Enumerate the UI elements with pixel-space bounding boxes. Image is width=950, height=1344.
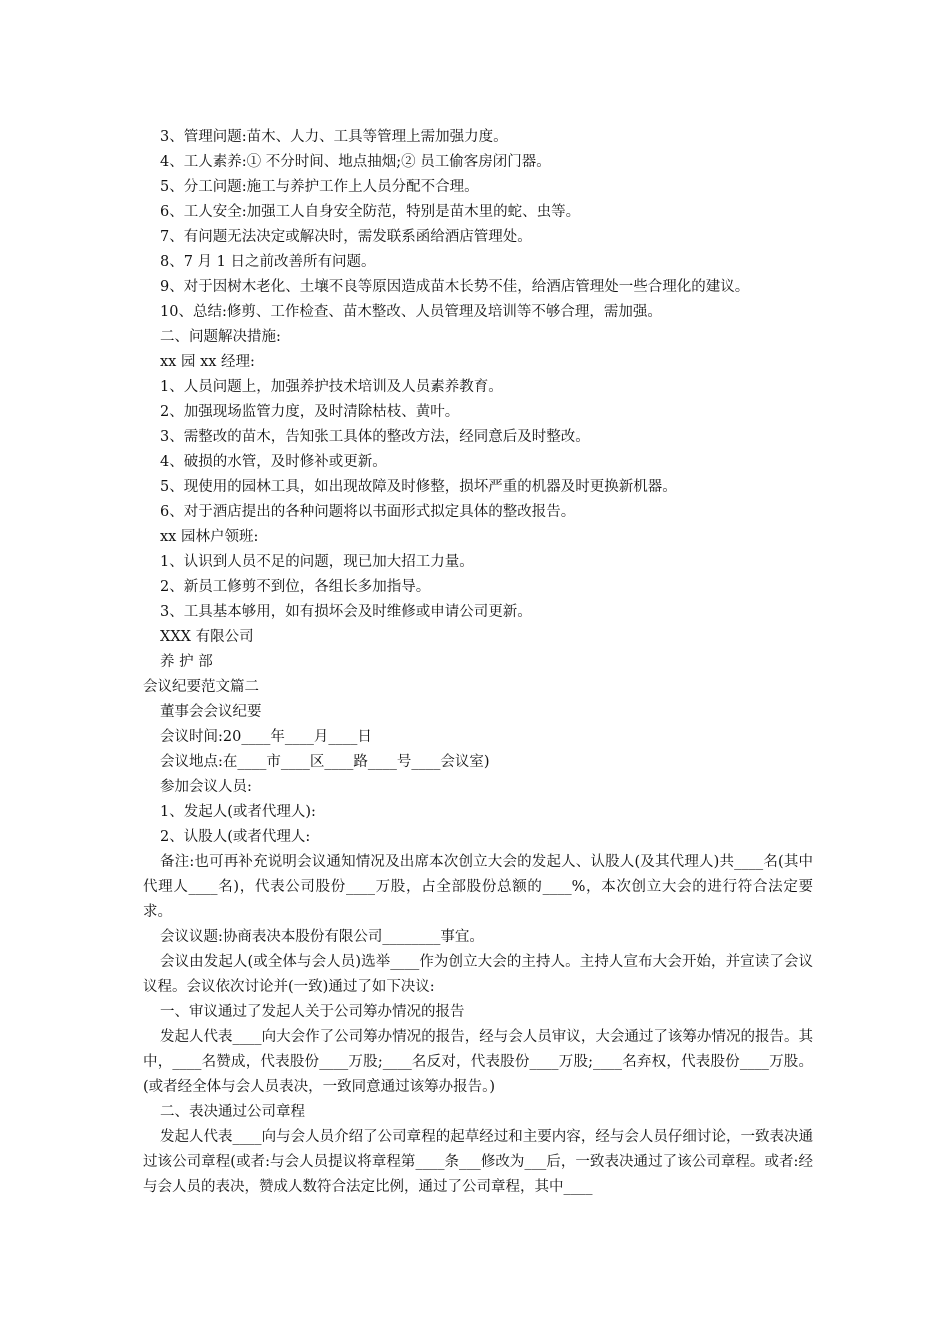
text-line: 4、工人素养:① 不分时间、地点抽烟;② 员工偷客房闭门器。 <box>160 154 551 170</box>
text-line: 5、分工问题:施工与养护工作上人员分配不合理。 <box>160 179 479 195</box>
note-paragraph: 备注:也可再补充说明会议通知情况及出席本次创立大会的发起人、认股人(及其代理人)共____名(其中代理人____名)，代表公司股份____万股，占全部股份总额的____%，本次创立大会的进行符合法定要求。 <box>143 854 813 920</box>
text-line: 2、认股人(或者代理人: <box>160 829 311 845</box>
text-line: 6、对于酒店提出的各种问题将以书面形式拟定具体的整改报告。 <box>160 504 576 520</box>
resolution-paragraph: 发起人代表____向大会作了公司筹办情况的报告，经与会人员审议，大会通过了该筹办情况的报告。其中，____名赞成，代表股份____万股;____名反对，代表股份____万股;____名弃权，代表股份____万股。(或者经全体与会人员表决，一致同意通过该筹办报告。) <box>143 1029 813 1095</box>
meeting-location: 会议地点:在____市____区____路____号____会议室) <box>160 754 490 770</box>
document-page <box>143 125 813 1200</box>
meeting-title: 董事会会议纪要 <box>160 704 262 720</box>
company-name: XXX 有限公司 <box>160 629 254 645</box>
text-line: 5、现使用的园林工具，如出现故障及时修整，损坏严重的机器及时更换新机器。 <box>160 479 677 495</box>
text-line: 4、破损的水管，及时修补或更新。 <box>160 454 387 470</box>
department-name: 养 护 部 <box>160 654 213 670</box>
meeting-time: 会议时间:20____年____月____日 <box>160 729 372 745</box>
text-line: xx 园林户领班: <box>160 529 259 545</box>
text-line: 3、需整改的苗木，告知张工具体的整改方法，经同意后及时整改。 <box>160 429 590 445</box>
meeting-topic: 会议议题:协商表决本股份有限公司________事宜。 <box>160 929 484 945</box>
text-line: 1、人员问题上，加强养护技术培训及人员素养教育。 <box>160 379 503 395</box>
text-line: xx 园 xx 经理: <box>160 354 255 370</box>
text-line: 8、7 月 1 日之前改善所有问题。 <box>160 254 376 270</box>
text-line: 3、工具基本够用，如有损坏会及时维修或申请公司更新。 <box>160 604 532 620</box>
text-line: 10、总结:修剪、工作检查、苗木整改、人员管理及培训等不够合理，需加强。 <box>160 304 662 320</box>
text-line: 2、加强现场监管力度，及时清除枯枝、黄叶。 <box>160 404 460 420</box>
text-line: 3、管理问题:苗木、人力、工具等管理上需加强力度。 <box>160 129 508 145</box>
resolution-heading: 一、审议通过了发起人关于公司筹办情况的报告 <box>160 1004 465 1020</box>
document-body <box>143 125 813 1200</box>
text-line: 二、问题解决措施: <box>160 329 281 345</box>
attendees-heading: 参加会议人员: <box>160 779 252 795</box>
text-line: 7、有问题无法决定或解决时，需发联系函给酒店管理处。 <box>160 229 532 245</box>
text-line: 6、工人安全:加强工人自身安全防范，特别是苗木里的蛇、虫等。 <box>160 204 581 220</box>
resolution-paragraph: 发起人代表____向与会人员介绍了公司章程的起草经过和主要内容，经与会人员仔细讨论，一致表决通过该公司章程(或者:与会人员提议将章程第____条___修改为___后，一致表决通过了该公司章程。或者:经与会人员的表决，赞成人数符合法定比例，通过了公司章程，其中____ <box>143 1129 813 1195</box>
text-line: 1、发起人(或者代理人): <box>160 804 316 820</box>
host-paragraph: 会议由发起人(或全体与会人员)选举____作为创立大会的主持人。主持人宣布大会开始，并宣读了会议议程。会议依次讨论并(一致)通过了如下决议: <box>143 954 813 995</box>
text-line: 1、认识到人员不足的问题，现已加大招工力量。 <box>160 554 474 570</box>
section-title: 会议纪要范文篇二 <box>143 679 259 695</box>
resolution-heading: 二、表决通过公司章程 <box>160 1104 305 1120</box>
text-line: 2、新员工修剪不到位，各组长多加指导。 <box>160 579 431 595</box>
text-line: 9、对于因树木老化、土壤不良等原因造成苗木长势不佳，给酒店管理处一些合理化的建议。 <box>160 279 750 295</box>
